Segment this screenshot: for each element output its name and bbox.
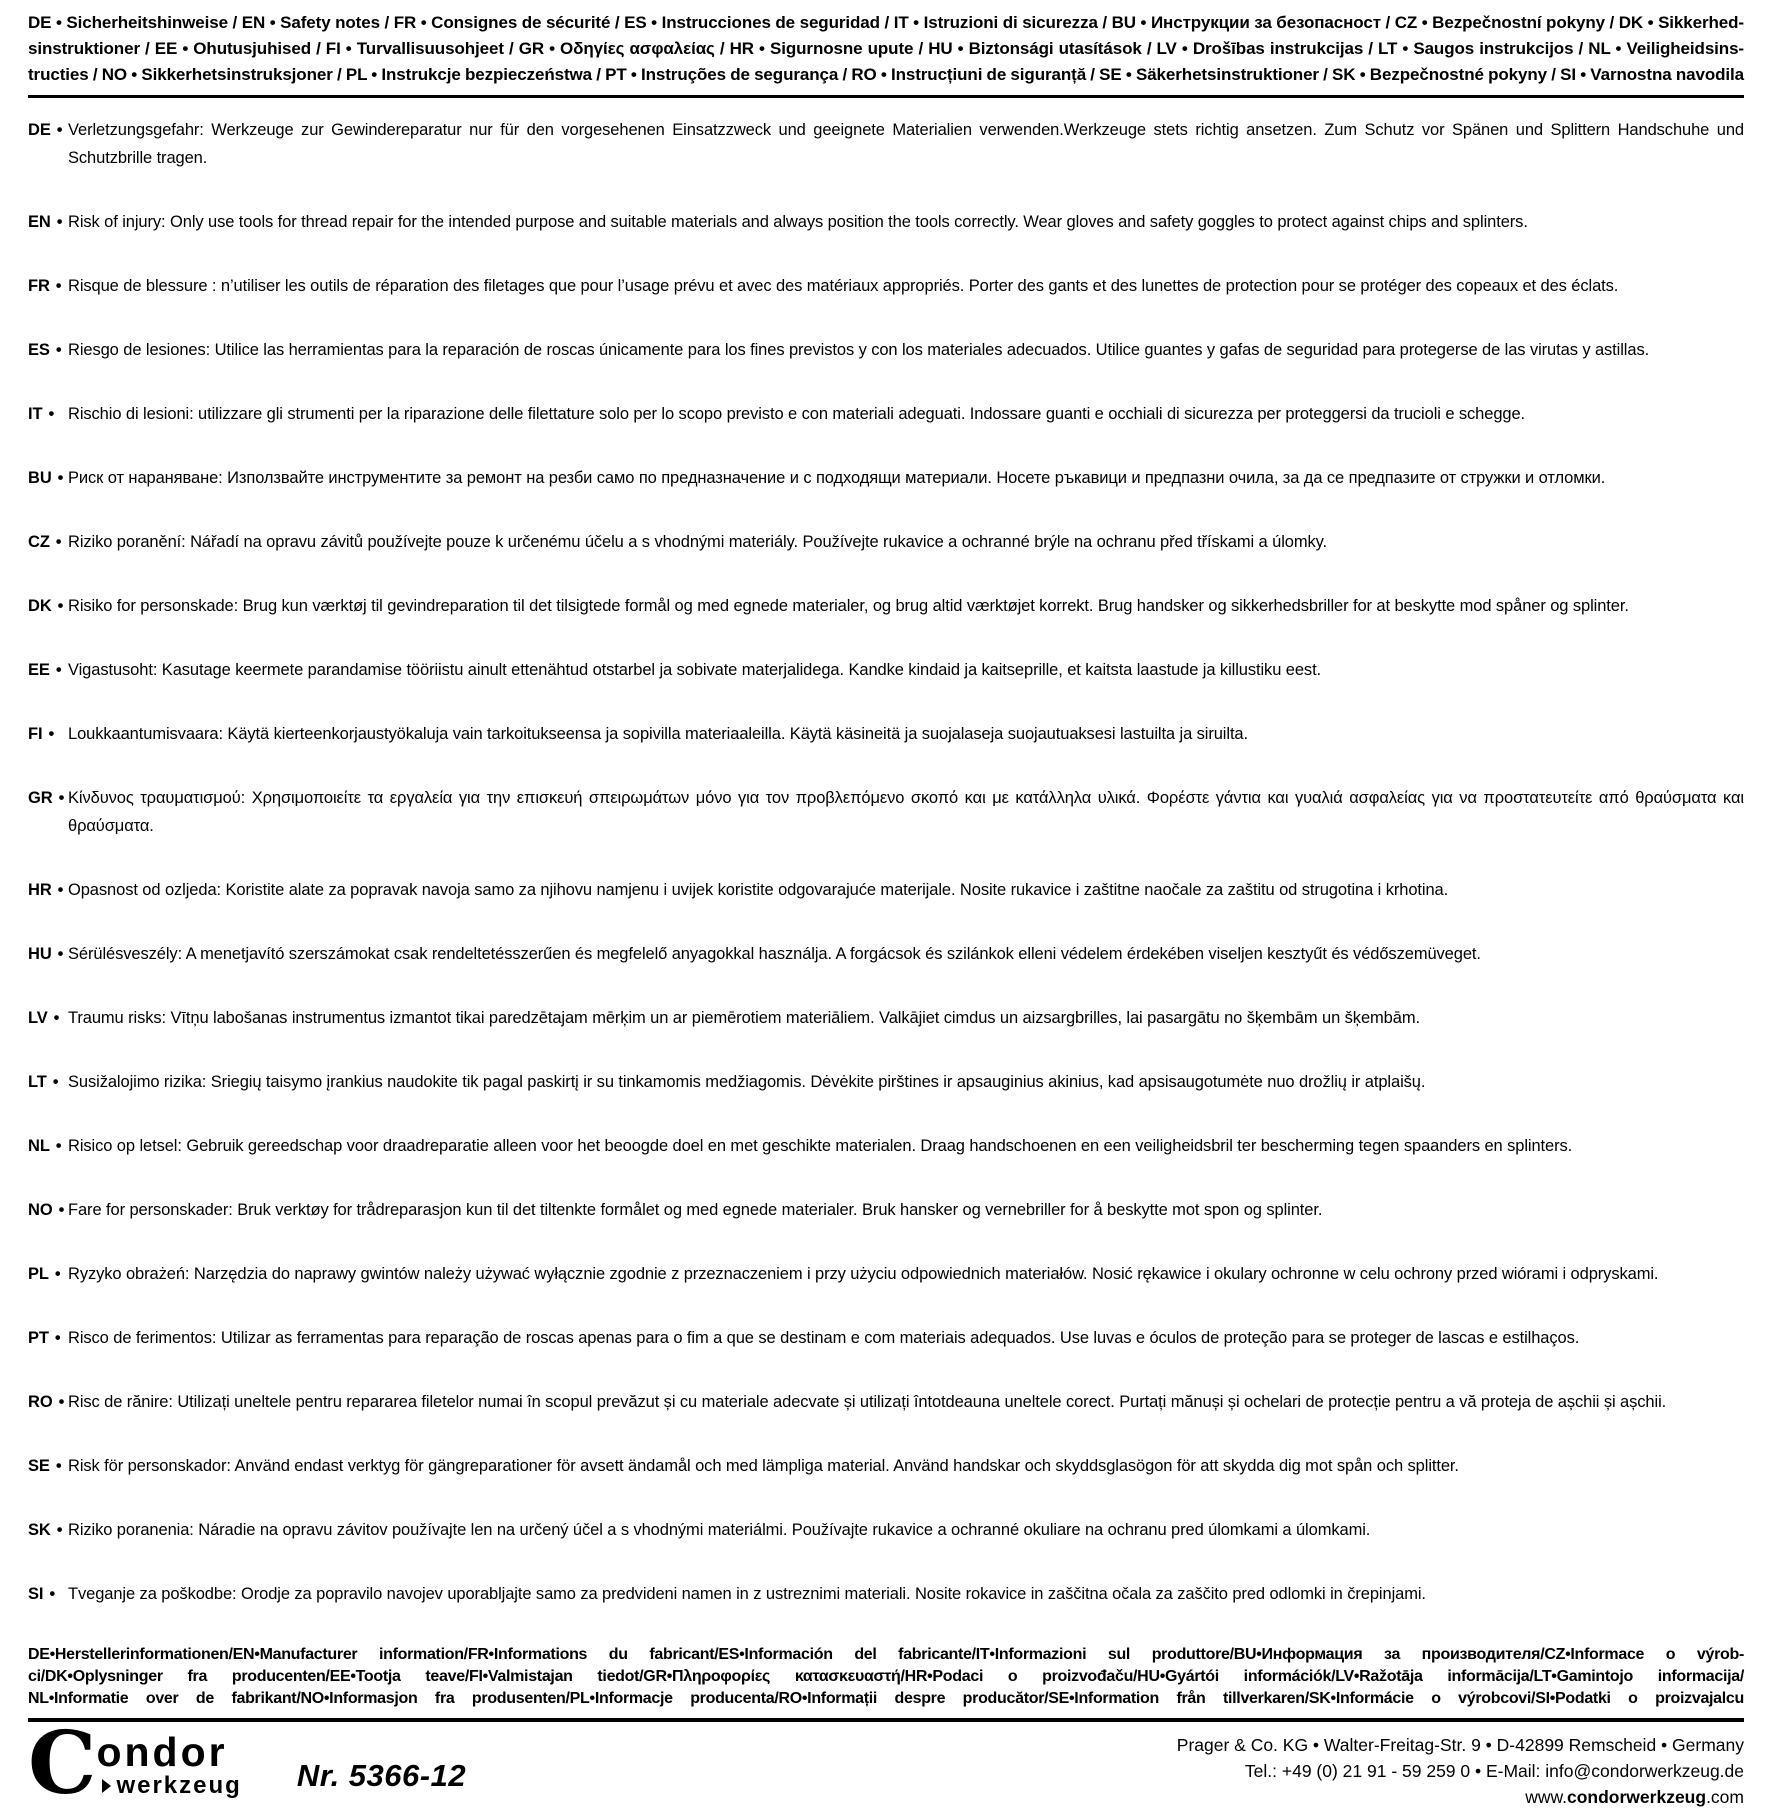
website-suffix: .com	[1706, 1787, 1744, 1807]
note-label	[28, 1388, 68, 1416]
language-code: DK	[28, 597, 52, 615]
note-label	[28, 1196, 68, 1224]
note-label	[28, 876, 68, 904]
language-code: GR	[28, 789, 53, 807]
safety-header	[28, 10, 1744, 88]
language-code: EN	[28, 213, 51, 231]
note-label	[28, 1004, 68, 1032]
company-address: Prager & Co. KG • Walter-Freitag-Str. 9 • D-42899 Remscheid • Germany	[1176, 1735, 1744, 1755]
language-code: IT	[28, 405, 43, 423]
footer	[28, 1713, 1744, 1814]
note-label	[28, 1068, 68, 1096]
note-text: Risico op letsel: Gebruik gereedschap voor draadreparatie alleen voor het beoogde doel en met geschikte materialen. Draag handschoenen en een veiligheidsbril ter bescherming tegen spaanders en splinters.	[68, 1137, 1573, 1155]
safety-note-row	[28, 1388, 1744, 1416]
safety-note-row	[28, 940, 1744, 968]
header-divider	[28, 95, 1744, 98]
language-code: SI	[28, 1585, 44, 1603]
note-label	[28, 336, 68, 364]
language-code: EE	[28, 661, 50, 679]
safety-header-line: DE • Sicherheitshinweise / EN • Safety notes / FR • Consignes de sécurité / ES • Instrucciones de seguridad / IT • Istruzioni di sicurezza / BU • Инструкции за безопасност / CZ • Bezpečnostní pokyny / DK • Sikkerhed-	[28, 13, 1744, 32]
note-text: Risc de rănire: Utilizați uneltele pentru repararea filetelor numai în scopul prevăzut și cu materiale adecvate și utilizați întotdeauna uneltele corect. Purtați mănuși și ochelari de protecție pentru a vă proteja de așchii și așchii.	[68, 1393, 1667, 1411]
website	[1177, 1784, 1744, 1810]
bullet: •	[57, 469, 64, 487]
safety-note-row	[28, 720, 1744, 748]
note-text: Fare for personskader: Bruk verktøy for trådreparasjon kun til det tiltenkte formålet og med egnede materialer. Bruk hansker og vernebriller for å beskytte mot spon og splinter.	[68, 1201, 1323, 1219]
safety-note-row	[28, 1004, 1744, 1032]
note-text: Riziko poranění: Nářadí na opravu závitů používejte pouze k určenému účelu a s vhodnými materiály. Používejte rukavice a ochranné brýle na ochranu před třískami a úlomky.	[68, 533, 1328, 551]
note-text: Risiko for personskade: Brug kun værktøj til gevindreparation til det tilsigtede formål og med egnede materialer, og brug altid værktøjet korrekt. Brug handsker og sikkerhedsbriller for at beskytte mod spåner og splinter.	[68, 597, 1629, 615]
safety-note-row	[28, 1068, 1744, 1096]
footer-divider	[28, 1718, 1744, 1722]
logo-werkzeug-text: werkzeug	[116, 1771, 242, 1799]
language-code: LV	[28, 1009, 48, 1027]
logo-wordmark	[96, 1729, 242, 1799]
note-label	[28, 592, 68, 620]
note-text: Vigastusoht: Kasutage keermete parandamise tööriistu ainult ettenähtud otstarbel ja sobivate materjalidega. Kandke kindaid ja kaitseprille, et kaitsta laastude ja killustiku eest.	[68, 661, 1322, 679]
language-code: CZ	[28, 533, 50, 551]
bullet: •	[56, 213, 63, 231]
bullet: •	[48, 725, 55, 743]
note-text: Opasnost od ozljeda: Koristite alate za popravak navoja samo za njihovu namjenu i uvijek koristite odgovarajuće materijale. Nosite rukavice i zaštitne naočale za zaštitu od strugotina i krhotina.	[68, 881, 1449, 899]
language-code: NL	[28, 1137, 50, 1155]
note-text: Ryzyko obrażeń: Narzędzia do naprawy gwintów należy używać wyłącznie zgodnie z przeznaczeniem i przy użyciu odpowiednich materiałów. Nosić rękawice i okulary ochronne w celu ochrony przed wiórami i odpryskami.	[68, 1265, 1659, 1283]
note-label	[28, 400, 68, 428]
safety-note-row	[28, 1196, 1744, 1224]
safety-note-row	[28, 400, 1744, 428]
safety-note-row	[28, 272, 1744, 300]
bullet: •	[52, 1073, 59, 1091]
language-code: DE	[28, 121, 51, 139]
bullet: •	[55, 1137, 62, 1155]
note-label	[28, 272, 68, 300]
safety-note-row	[28, 1452, 1744, 1480]
note-text: Traumu risks: Vītņu labošanas instrumentus izmantot tikai paredzētajam mērķim un ar piemērotiem materiāliem. Valkājiet cimdus un aizsargbrilles, lai pasargātu no šķembām un šķembām.	[68, 1009, 1420, 1027]
contact-info	[1177, 1732, 1744, 1810]
condor-logo	[28, 1713, 242, 1814]
safety-note-row	[28, 116, 1744, 172]
safety-notes-list	[28, 116, 1744, 1608]
logo-ondor-text: ondor	[96, 1729, 228, 1775]
note-label	[28, 1452, 68, 1480]
language-code: ES	[28, 341, 50, 359]
language-code: RO	[28, 1393, 53, 1411]
language-code: HU	[28, 945, 52, 963]
bullet: •	[57, 881, 64, 899]
note-label	[28, 1516, 68, 1544]
bullet: •	[55, 661, 62, 679]
language-code: PL	[28, 1265, 49, 1283]
manufacturer-info	[28, 1644, 1744, 1710]
language-code: HR	[28, 881, 52, 899]
safety-header-line: tructies / NO • Sikkerhetsinstruksjoner / PL • Instrukcje bezpieczeństwa / PT • Instruções de segurança / RO • Instrucțiuni de siguranță / SE • Säkerhetsinstruktioner / SK • Bezpečnostné pokyny / SI • Varnostna navodila	[28, 65, 1744, 84]
note-label	[28, 1324, 68, 1352]
safety-note-row	[28, 464, 1744, 492]
note-text: Risk för personskador: Använd endast verktyg för gängreparationer för avsett ändamål och med lämpliga material. Använd handskar och skyddsglasögon för att skydda dig mot spån och splitter.	[68, 1457, 1459, 1475]
note-label	[28, 656, 68, 684]
language-code: SE	[28, 1457, 50, 1475]
bullet: •	[56, 1521, 63, 1539]
brand-block	[28, 1713, 467, 1814]
note-label	[28, 720, 68, 748]
note-text: Risk of injury: Only use tools for thread repair for the intended purpose and suitable materials and always position the tools correctly. Wear gloves and safety goggles to protect against chips and splinters.	[68, 213, 1528, 231]
note-label	[28, 940, 68, 968]
manufacturer-info-line: DE•Herstellerinformationen/EN•Manufacturer information/FR•Informations du fabricant/ES•Información del fabricante/IT•Informazioni sul produttore/BU•Информация за производителя/CZ•Informace o výrob-	[28, 1646, 1744, 1663]
note-label	[28, 528, 68, 556]
logo-werkzeug-row	[102, 1771, 242, 1799]
safety-note-row	[28, 1260, 1744, 1288]
note-text: Risque de blessure : n’utiliser les outils de réparation des filetages que pour l’usage prévu et avec des matériaux appropriés. Porter des gants et des lunettes de protection pour se protéger des copeaux et des éclats.	[68, 277, 1619, 295]
bullet: •	[54, 1329, 61, 1347]
safety-header-line: sinstruktioner / EE • Ohutusjuhised / FI • Turvallisuusohjeet / GR • Οδηγίες ασφαλείας / HR • Sigurnosne upute / HU • Biztonsági utasítások / LV • Drošības instrukcijas / LT • Saugos instrukcijos / NL • Veiligheidsins-	[28, 39, 1744, 58]
bullet: •	[57, 597, 64, 615]
bullet: •	[48, 405, 55, 423]
bullet: •	[54, 1265, 61, 1283]
language-code: FI	[28, 725, 43, 743]
note-text: Susižalojimo rizika: Sriegių taisymo įrankius naudokite tik pagal paskirtį ir su tinkamomis medžiagomis. Dėvėkite pirštines ir apsauginius akinius, kad apsisaugotumėte nuo drožlių ir atplaišų.	[68, 1073, 1426, 1091]
note-text: Sérülésveszély: A menetjavító szerszámokat csak rendeltetésszerűen és megfelelő anyagokkal használja. A forgácsok és szilánkok elleni védelem érdekében viseljen kesztyűt és védőszemüveget.	[68, 945, 1481, 963]
safety-note-row	[28, 528, 1744, 556]
note-text: Risco de ferimentos: Utilizar as ferramentas para reparação de roscas apenas para o fim a que se destinam e com materiais adequados. Use luvas e óculos de proteção para se proteger de lascas e estilhaços.	[68, 1329, 1580, 1347]
safety-note-row	[28, 876, 1744, 904]
safety-note-row	[28, 656, 1744, 684]
note-text: Tveganje za poškodbe: Orodje za popravilo navojev uporabljajte samo za predvideni namen in z ustreznimi materiali. Nosite rokavice in zaščitna očala za zaščito pred odlomki in črepinjami.	[68, 1585, 1426, 1603]
note-text: Rischio di lesioni: utilizzare gli strumenti per la riparazione delle filettature solo per lo scopo previsto e con materiali adeguati. Indossare guanti e occhiali di sicurezza per proteggersi da trucioli e schegge.	[68, 405, 1526, 423]
safety-note-row	[28, 1324, 1744, 1352]
safety-note-row	[28, 208, 1744, 236]
manufacturer-info-line: ci/DK•Oplysninger fra producenten/EE•Tootja teave/FI•Valmistajan tiedot/GR•Πληροφορίες κατασκευαστή/HR•Podaci o proizvođaču/HU•Gyártói információk/LV•Ražotāja informācija/LT•Gamintojo informacija/	[28, 1668, 1744, 1685]
safety-note-row	[28, 336, 1744, 364]
note-label	[28, 784, 68, 812]
safety-note-row	[28, 1516, 1744, 1544]
safety-note-row	[28, 784, 1744, 840]
bullet: •	[56, 121, 63, 139]
bullet: •	[55, 1457, 62, 1475]
note-text: Риск от нараняване: Използвайте инструментите за ремонт на резби само по предназначение и с подходящи материали. Носете ръкавици и предпазни очила, за да се предпазите от стружки и отломки.	[68, 469, 1606, 487]
language-code: SK	[28, 1521, 51, 1539]
safety-note-row	[28, 1580, 1744, 1608]
note-text: Verletzungsgefahr: Werkzeuge zur Gewindereparatur nur für den vorgesehenen Einsatzzweck und geeignete Materialien verwenden.Werkzeuge stets richtig ansetzen. Zum Schutz vor Spänen und Splittern Handschuhe und Schutzbrille tragen.	[68, 121, 1744, 167]
note-text: Riesgo de lesiones: Utilice las herramientas para la reparación de roscas únicamente para los fines previstos y con los materiales adecuados. Utilice guantes y gafas de seguridad para protegerse de las virutas y astillas.	[68, 341, 1650, 359]
bullet: •	[58, 789, 65, 807]
bullet: •	[49, 1585, 56, 1603]
language-code: LT	[28, 1073, 47, 1091]
bullet: •	[58, 1393, 65, 1411]
logo-letter-c: C	[28, 1713, 95, 1814]
language-code: PT	[28, 1329, 49, 1347]
note-text: Κίνδυνος τραυματισμού: Χρησιμοποιείτε τα εργαλεία για την επισκευή σπειρωμάτων μόνο για τον προβλεπόμενο σκοπό και με κατάλληλα υλικά. Φορέστε γάντια και γυαλιά ασφαλείας για να προστατευτείτε από θραύσματα και θραύσματα.	[68, 789, 1744, 835]
note-label	[28, 1260, 68, 1288]
check-mark-icon	[102, 1779, 111, 1793]
note-label	[28, 464, 68, 492]
bullet: •	[55, 341, 62, 359]
part-number: Nr. 5366-12	[296, 1757, 467, 1793]
phone-email: Tel.: +49 (0) 21 91 - 59 259 0 • E-Mail: info@condorwerkzeug.de	[1244, 1761, 1744, 1781]
bullet: •	[55, 277, 62, 295]
bullet: •	[55, 533, 62, 551]
note-label	[28, 1132, 68, 1160]
language-code: NO	[28, 1201, 53, 1219]
safety-note-row	[28, 1132, 1744, 1160]
manufacturer-info-line: NL•Informatie over de fabrikant/NO•Informasjon fra produsenten/PL•Informacje producenta/RO•Informații despre producător/SE•Information från tillverkaren/SK•Informácie o výrobcovi/SI•Podatki o proizvajalcu	[28, 1690, 1744, 1707]
note-text: Riziko poranenia: Náradie na opravu závitov používajte len na určený účel a s vhodnými materiálmi. Používajte rukavice a ochranné okuliare na ochranu pred úlomkami a úlomkami.	[68, 1521, 1371, 1539]
website-prefix: www.	[1525, 1787, 1567, 1807]
language-code: FR	[28, 277, 50, 295]
safety-note-row	[28, 592, 1744, 620]
note-text: Loukkaantumisvaara: Käytä kierteenkorjaustyökaluja vain tarkoitukseensa ja sopivilla materiaaleilla. Käytä käsineitä ja suojalaseja suojautuaksesi lastuilta ja siruilta.	[68, 725, 1248, 743]
note-label	[28, 1580, 68, 1608]
website-domain: condorwerkzeug	[1567, 1787, 1707, 1807]
language-code: BU	[28, 469, 52, 487]
bullet: •	[53, 1009, 60, 1027]
bullet: •	[57, 945, 64, 963]
bullet: •	[58, 1201, 65, 1219]
note-label	[28, 116, 68, 144]
note-label	[28, 208, 68, 236]
